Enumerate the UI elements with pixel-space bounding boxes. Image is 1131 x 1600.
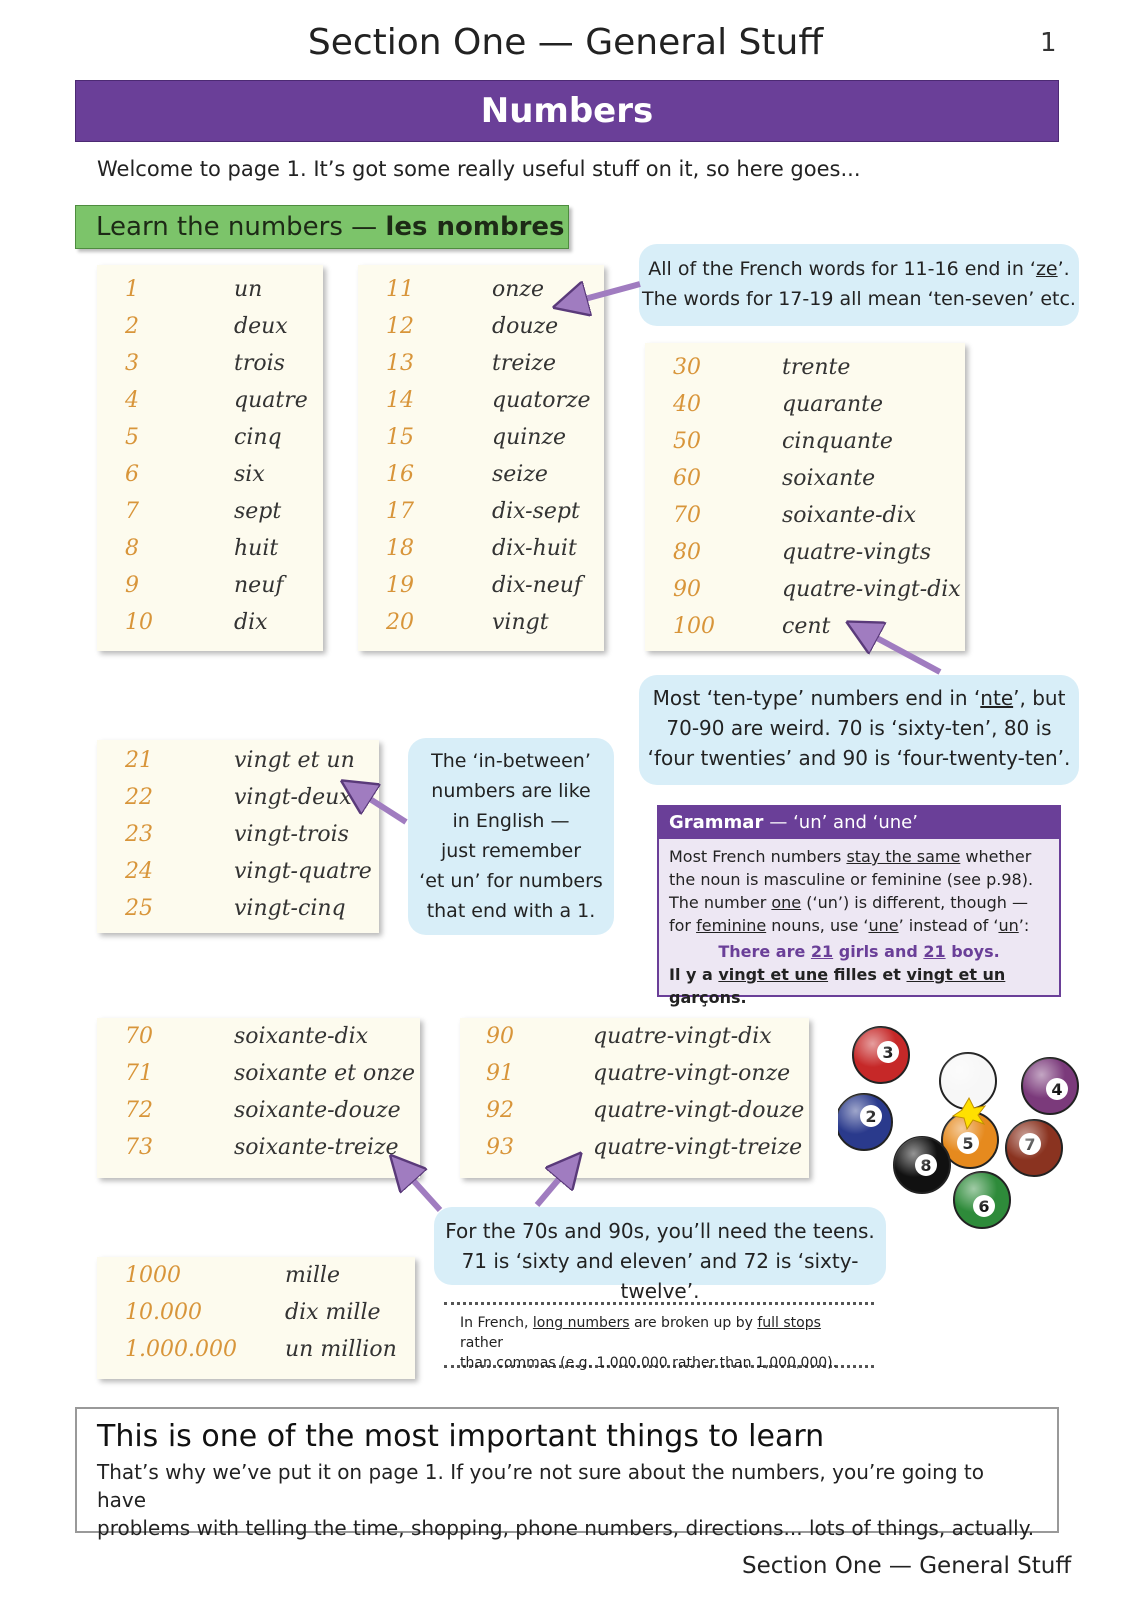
number-word: dix mille (285, 1300, 381, 1325)
number: 60 (673, 466, 701, 491)
number-word: soixante-dix (782, 503, 917, 528)
number: 50 (673, 429, 701, 454)
grammar-text: une (868, 916, 899, 935)
ball-6 (954, 1172, 1010, 1228)
table-row (358, 277, 604, 314)
grammar-text: garçons. (669, 988, 747, 1007)
number-word: quatre-vingts (782, 540, 932, 565)
grammar-text: feminine (696, 916, 767, 935)
number: 71 (125, 1061, 153, 1086)
number-word: quatre-vingt-onze (593, 1061, 791, 1086)
table-row (97, 610, 323, 647)
number-word: six (234, 462, 265, 487)
table-ones (97, 265, 323, 651)
seventies-tip-line-1: For the 70s and 90s, you’ll need the teens. (445, 1219, 875, 1243)
table-row (645, 614, 965, 651)
table-row (97, 425, 323, 462)
teens-tip-line-2: The words for 17-19 all mean ‘ten-seven’ etc. (642, 288, 1076, 310)
grammar-text: for (669, 916, 697, 935)
grammar-text: un (998, 916, 1019, 935)
table-row (645, 540, 965, 577)
number: 73 (125, 1135, 153, 1160)
number-word: quatre (234, 388, 308, 413)
table-teens (358, 265, 604, 651)
ball-2 (838, 1094, 892, 1150)
table-seventies (97, 1018, 420, 1178)
number: 11 (386, 277, 414, 302)
tens-tip-nte: nte (980, 686, 1014, 710)
in-between-tip-bubble (408, 738, 614, 935)
learn-heading-bold: les nombres (385, 212, 565, 242)
table-row (358, 425, 604, 462)
number-word: vingt-quatre (234, 859, 372, 884)
table-row (645, 392, 965, 429)
table-row (97, 499, 323, 536)
number: 6 (125, 462, 139, 487)
number: 19 (386, 573, 414, 598)
number-word: deux (234, 314, 288, 339)
grammar-text: 21 (923, 942, 946, 961)
number: 21 (125, 748, 153, 773)
learn-numbers-heading (75, 205, 569, 249)
number-word: vingt-trois (234, 822, 349, 847)
in-between-line: ‘et un’ for numbers (419, 870, 603, 892)
grammar-label: Grammar (669, 812, 764, 833)
table-nineties (460, 1018, 809, 1178)
table-row (645, 577, 965, 614)
grammar-box (657, 805, 1061, 1007)
table-row (645, 466, 965, 503)
number: 14 (386, 388, 414, 413)
number-word: vingt et un (234, 748, 355, 773)
grammar-text: There are (718, 942, 811, 961)
table-row (97, 536, 323, 573)
summary-box (75, 1407, 1059, 1540)
teens-tip-bubble (639, 244, 1079, 326)
number: 12 (386, 314, 414, 339)
table-row (358, 351, 604, 388)
number: 18 (386, 536, 414, 561)
in-between-line: in English — (452, 810, 570, 832)
grammar-text: nouns, use ‘ (766, 916, 869, 935)
number-word: dix-neuf (492, 573, 583, 598)
grammar-text: boys. (945, 942, 1000, 961)
number: 7 (125, 499, 139, 524)
ball-8 (894, 1137, 950, 1193)
number: 23 (125, 822, 153, 847)
table-row (97, 1300, 415, 1337)
grammar-text: Most French numbers (669, 847, 847, 866)
number-word: quatre-vingt-dix (593, 1024, 772, 1049)
note-text: long numbers (532, 1315, 630, 1331)
number-word: quarante (782, 392, 884, 417)
number: 13 (386, 351, 414, 376)
tens-tip-line-2: 70-90 are weird. 70 is ‘sixty-ten’, 80 is (666, 716, 1052, 740)
ball-4 (1022, 1058, 1078, 1114)
table-row (97, 1061, 420, 1098)
number-word: quinze (492, 425, 567, 450)
tens-tip-text-b: , but (1019, 686, 1066, 710)
number-word: dix (234, 610, 268, 635)
number-word: onze (492, 277, 545, 302)
grammar-text: (‘un’) is different, though — (801, 893, 1028, 912)
number-word: soixante et onze (234, 1061, 415, 1086)
table-row (97, 1024, 420, 1061)
page-title: Numbers (75, 80, 1059, 142)
number-word: cent (782, 614, 831, 639)
grammar-example-french (669, 963, 1049, 1009)
grammar-line (669, 891, 1049, 914)
number-word: quatorze (492, 388, 591, 413)
ball-3 (853, 1027, 909, 1083)
ball-7 (1006, 1120, 1062, 1176)
table-row (97, 277, 323, 314)
teens-tip-text-a: All of the French words for 11-16 end in (648, 258, 1030, 280)
number-word: quatre-vingt-treize (593, 1135, 803, 1160)
grammar-line: the noun is masculine or feminine (see p.98). (669, 870, 1034, 889)
table-row (97, 462, 323, 499)
number: 90 (486, 1024, 514, 1049)
table-row (645, 429, 965, 466)
number: 80 (673, 540, 701, 565)
grammar-header (659, 807, 1059, 839)
number: 93 (486, 1135, 514, 1160)
grammar-text: whether (960, 847, 1032, 866)
number-word: neuf (234, 573, 284, 598)
table-row (97, 388, 323, 425)
seventies-tip-line-2: 71 is ‘sixty and eleven’ and 72 is ‘sixty-twelve’. (461, 1249, 859, 1303)
number-word: douze (492, 314, 559, 339)
number: 15 (386, 425, 414, 450)
number-word: dix-huit (492, 536, 577, 561)
number-word: trois (234, 351, 285, 376)
number: 70 (125, 1024, 153, 1049)
learn-heading-plain: Learn the numbers — (96, 212, 386, 242)
number-word: cinq (234, 425, 282, 450)
grammar-text: ’ instead of ‘ (898, 916, 999, 935)
number-word: vingt-deux (234, 785, 352, 810)
number-word: trente (782, 355, 851, 380)
tens-tip-line-1: Most ‘ten-type’ numbers end in ‘nte’, but (652, 686, 1066, 710)
table-twenties (97, 740, 379, 933)
summary-body-line: problems with telling the time, shopping, phone numbers, directions... lots of things, actually. (97, 1516, 1035, 1540)
tens-tip-bubble (639, 675, 1079, 785)
grammar-text: filles et (828, 965, 907, 984)
number: 3 (125, 351, 139, 376)
number-word: quatre-vingt-douze (593, 1098, 805, 1123)
number: 5 (125, 425, 139, 450)
grammar-example-english (669, 940, 1049, 963)
grammar-text: ’: (1018, 916, 1030, 935)
number: 25 (125, 896, 153, 921)
grammar-text: The number (669, 893, 772, 912)
number: 1000 (125, 1263, 181, 1288)
note-text: are broken up by (629, 1315, 758, 1331)
grammar-line (669, 914, 1049, 937)
summary-body-line: That’s why we’ve put it on page 1. If you’re not sure about the numbers, you’re going to have (97, 1460, 984, 1512)
footer-section-title: Section One — General Stuff (742, 1553, 1072, 1579)
grammar-body (659, 839, 1059, 1007)
grammar-text: one (771, 893, 802, 912)
tens-tip-line-3: ‘four twenties’ and 90 is ‘four-twenty-ten’. (647, 746, 1071, 770)
table-row (358, 462, 604, 499)
note-line-2: than commas (e.g. 1.000.000 rather than 1,000,000). (460, 1355, 838, 1371)
table-row (97, 314, 323, 351)
number: 10 (125, 610, 153, 635)
grammar-text: stay the same (846, 847, 961, 866)
number-word: seize (492, 462, 548, 487)
table-row (97, 1337, 415, 1374)
number: 17 (386, 499, 414, 524)
table-big-numbers (97, 1257, 415, 1379)
number: 40 (673, 392, 701, 417)
number: 16 (386, 462, 414, 487)
grammar-text: vingt et une (718, 965, 829, 984)
page-number: 1 (1040, 28, 1057, 58)
number: 30 (673, 355, 701, 380)
number: 91 (486, 1061, 514, 1086)
number-word: sept (234, 499, 282, 524)
grammar-line (669, 845, 1049, 868)
number: 2 (125, 314, 139, 339)
grammar-text: Il y a (669, 965, 719, 984)
teens-tip-text-b: . (1063, 258, 1070, 280)
number-word: cinquante (782, 429, 893, 454)
note-text: full stops (757, 1315, 821, 1331)
number-word: un (234, 277, 263, 302)
number: 1 (125, 277, 139, 302)
table-row (97, 351, 323, 388)
section-header: Section One — General Stuff (307, 22, 824, 63)
note-line-1 (460, 1313, 858, 1353)
table-row (97, 748, 379, 785)
table-row (97, 1098, 420, 1135)
summary-heading: This is one of the most important things to learn (97, 1419, 825, 1454)
table-row (97, 822, 379, 859)
intro-text: Welcome to page 1. It’s got some really useful stuff on it, so here goes... (97, 157, 861, 181)
number: 100 (673, 614, 715, 639)
table-row (645, 355, 965, 392)
table-row (358, 610, 604, 647)
number: 90 (673, 577, 701, 602)
number-word: huit (234, 536, 279, 561)
seventies-tip-bubble (434, 1207, 886, 1303)
note-text: rather (460, 1335, 504, 1351)
number-word: dix-sept (492, 499, 580, 524)
number-word: vingt-cinq (234, 896, 346, 921)
number-word: treize (492, 351, 557, 376)
number-word: soixante (782, 466, 876, 491)
number: 72 (125, 1098, 153, 1123)
number: 22 (125, 785, 153, 810)
number-word: un million (285, 1337, 397, 1362)
number-word: quatre-vingt-dix (782, 577, 961, 602)
table-row (97, 859, 379, 896)
number: 92 (486, 1098, 514, 1123)
table-row (358, 314, 604, 351)
teens-tip-ze: ze (1035, 258, 1058, 280)
note-text: In French, (460, 1315, 533, 1331)
table-row (460, 1135, 809, 1172)
grammar-text: girls and (833, 942, 924, 961)
table-row (97, 785, 379, 822)
table-row (645, 503, 965, 540)
table-row (97, 1263, 415, 1300)
number-word: mille (285, 1263, 340, 1288)
table-row (358, 499, 604, 536)
table-row (460, 1024, 809, 1061)
tens-tip-text-a: Most ‘ten-type’ numbers end in (652, 686, 974, 710)
number: 20 (386, 610, 414, 635)
number-word: soixante-douze (234, 1098, 401, 1123)
in-between-line: numbers are like (431, 780, 591, 802)
number: 8 (125, 536, 139, 561)
in-between-line: The ‘in-between’ (431, 750, 591, 772)
number-word: soixante-treize (234, 1135, 399, 1160)
table-tens (645, 343, 965, 651)
table-row (358, 573, 604, 610)
table-row (358, 388, 604, 425)
table-row (460, 1061, 809, 1098)
billiard-balls-illustration (838, 1018, 1086, 1233)
number: 24 (125, 859, 153, 884)
number: 4 (125, 388, 139, 413)
number: 10.000 (125, 1300, 202, 1325)
number: 9 (125, 573, 139, 598)
table-row (97, 1135, 420, 1172)
in-between-line: just remember (440, 840, 582, 862)
full-stops-note (444, 1302, 874, 1371)
grammar-text: vingt et un (906, 965, 1006, 984)
table-row (358, 536, 604, 573)
in-between-line: that end with a 1. (426, 900, 596, 922)
table-row (460, 1098, 809, 1135)
number: 1.000.000 (125, 1337, 237, 1362)
number: 70 (673, 503, 701, 528)
table-row (97, 573, 323, 610)
teens-tip-line-1: All of the French words for 11-16 end in ‘ze’. (648, 258, 1070, 280)
grammar-subtitle: — ‘un’ and ‘une’ (769, 812, 918, 833)
grammar-text: 21 (810, 942, 834, 961)
table-row (97, 896, 379, 933)
number-word: vingt (492, 610, 549, 635)
number-word: soixante-dix (234, 1024, 369, 1049)
